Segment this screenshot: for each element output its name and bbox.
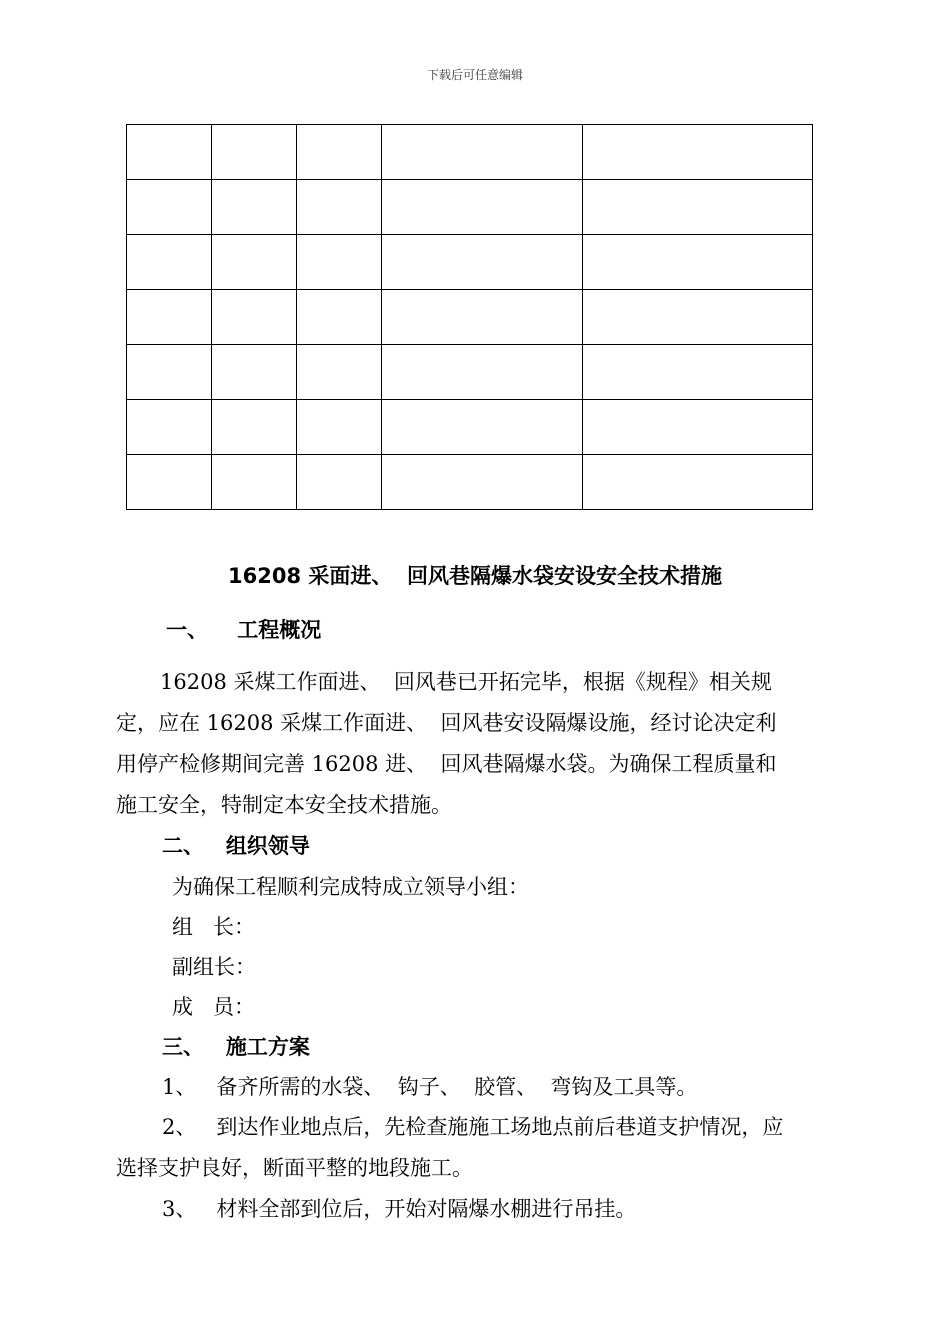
table-row [127, 235, 813, 290]
section-1-line-2: 定，应在 16208 采煤工作面进、 回风巷安设隔爆设施，经讨论决定利 [116, 711, 777, 735]
section-1-line-1: 16208 采煤工作面进、 回风巷已开拓完毕，根据《规程》相关规 [160, 670, 772, 694]
table-cell [212, 400, 297, 455]
table-cell [127, 345, 212, 400]
table-cell [297, 455, 382, 510]
table-row [127, 345, 813, 400]
table-cell [382, 345, 583, 400]
table-cell [583, 125, 813, 180]
table-cell [212, 345, 297, 400]
table-cell [127, 290, 212, 345]
table-row [127, 180, 813, 235]
table-cell [583, 400, 813, 455]
role-leader: 组 长： [172, 915, 256, 939]
table-cell [583, 455, 813, 510]
table-cell [583, 345, 813, 400]
table-cell [297, 180, 382, 235]
table-cell [583, 235, 813, 290]
role-members: 成 员： [172, 995, 256, 1019]
table-cell [212, 180, 297, 235]
table-row [127, 455, 813, 510]
table-cell [212, 290, 297, 345]
table-cell [212, 235, 297, 290]
page-header-note: 下载后可任意编辑 [426, 68, 523, 82]
table-cell [382, 455, 583, 510]
blank-table [126, 124, 813, 510]
table-cell [127, 235, 212, 290]
table-cell [382, 180, 583, 235]
section-2-heading: 二、 组织领导 [162, 834, 310, 858]
table-row [127, 290, 813, 345]
table-cell [127, 455, 212, 510]
table-row [127, 125, 813, 180]
table-cell [297, 290, 382, 345]
table-cell [297, 400, 382, 455]
table-cell [382, 235, 583, 290]
table-cell [382, 290, 583, 345]
table-cell [297, 345, 382, 400]
role-deputy-leader: 副组长： [172, 955, 256, 979]
table-cell [127, 125, 212, 180]
section-3-line-2: 2、 到达作业地点后，先检查施施工场地点前后巷道支护情况，应 [162, 1115, 784, 1139]
section-3-line-4: 3、 材料全部到位后，开始对隔爆水棚进行吊挂。 [162, 1197, 637, 1221]
table-cell [297, 125, 382, 180]
section-1-heading: 一、 工程概况 [166, 618, 322, 642]
section-2-intro: 为确保工程顺利完成特成立领导小组： [172, 875, 529, 899]
table-cell [382, 125, 583, 180]
section-1-line-3: 用停产检修期间完善 16208 进、 回风巷隔爆水袋。为确保工程质量和 [116, 752, 777, 776]
table-cell [382, 400, 583, 455]
table-cell [583, 180, 813, 235]
table-cell [212, 125, 297, 180]
table-cell [127, 180, 212, 235]
table-cell [297, 235, 382, 290]
table-cell [127, 400, 212, 455]
document-title: 16208 采面进、 回风巷隔爆水袋安设安全技术措施 [228, 564, 722, 588]
section-3-line-3: 选择支护良好，断面平整的地段施工。 [116, 1156, 473, 1180]
section-3-heading: 三、 施工方案 [162, 1035, 310, 1059]
section-3-line-1: 1、 备齐所需的水袋、 钩子、 胶管、 弯钩及工具等。 [162, 1075, 698, 1099]
table-cell [212, 455, 297, 510]
table-cell [583, 290, 813, 345]
section-1-line-4: 施工安全，特制定本安全技术措施。 [116, 793, 452, 817]
table-row [127, 400, 813, 455]
